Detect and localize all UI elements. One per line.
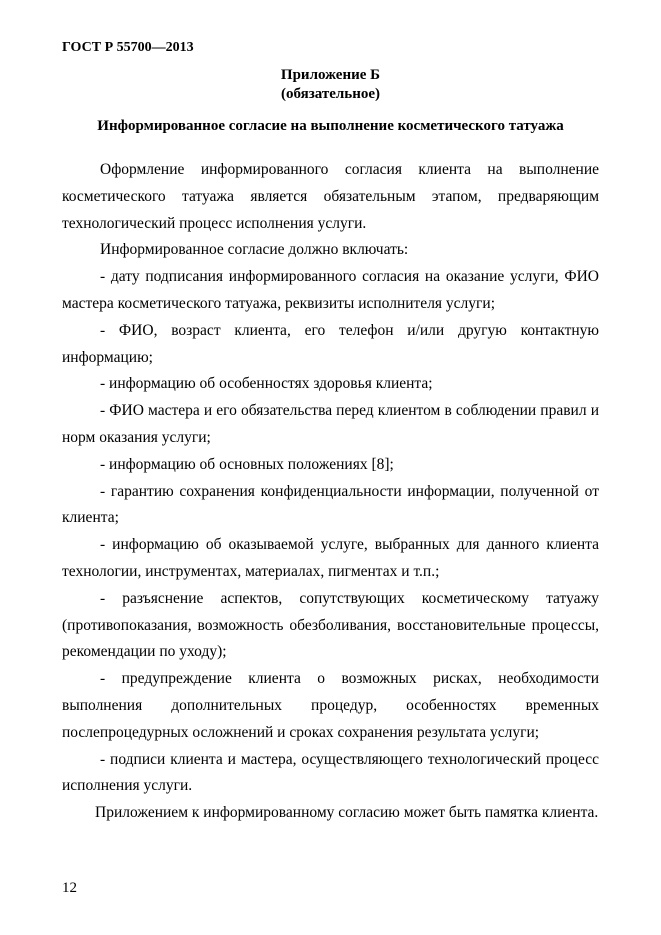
list-item: - гарантию сохранения конфиденциальности информации, полученной от клиента;: [62, 482, 599, 527]
document-header: ГОСТ Р 55700—2013: [62, 40, 194, 55]
appendix-status: (обязательное): [280, 86, 381, 102]
paragraph: Информированное согласие должно включать:: [100, 241, 409, 259]
list-item: - информацию об основных положениях [8];: [100, 455, 394, 473]
body-text: [62, 157, 599, 827]
paragraph: Приложением к информированному согласию может быть памятка клиента.: [95, 804, 599, 822]
list-item: - ФИО мастера и его обязательства перед клиентом в соблюдении правил и норм оказания услуги;: [62, 402, 599, 446]
page-number: 12: [62, 880, 77, 896]
list-item: - разъяснение аспектов, сопутствующих косметическому татуажу (противопоказания, возможность обезболивания, восстановительные процессы, рекомендации по уходу);: [62, 589, 599, 661]
list-item: - дату подписания информированного согласия на оказание услуги, ФИО мастера косметического татуажа, реквизиты исполнителя услуги;: [62, 268, 599, 312]
list-item: - предупреждение клиента о возможных рисках, необходимости выполнения дополнительных процедур, особенностях временных послепроцедурных осложнений и сроках сохранения результата услуги;: [62, 670, 599, 741]
list-item: - информацию об оказываемой услуге, выбранных для данного клиента технологии, инструментах, материалах, пигментах и т.п.;: [62, 536, 599, 580]
appendix-title: Приложение Б: [280, 67, 381, 83]
list-item: - ФИО, возраст клиента, его телефон и/или другую контактную информацию;: [62, 321, 599, 366]
paragraph: Оформление информированного согласия клиента на выполнение косметического татуажа является обязательным этапом, предваряющим технологический процесс исполнения услуги.: [62, 161, 599, 232]
section-heading: Информированное согласие на выполнение косметического татуажа: [97, 118, 564, 134]
list-item: - информацию об особенностях здоровья клиента;: [100, 375, 433, 393]
list-item: - подписи клиента и мастера, осуществляющего технологический процесс исполнения услуги.: [62, 750, 599, 795]
